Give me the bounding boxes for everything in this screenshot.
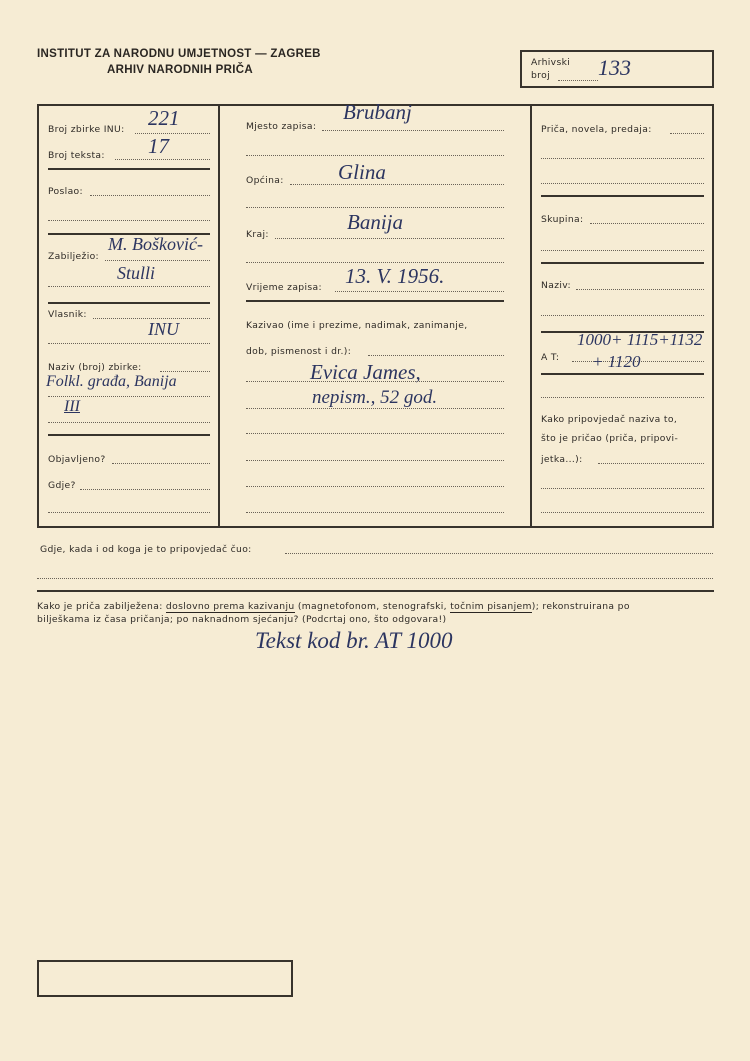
method-text-d: točnim pisanjem: [450, 601, 532, 612]
recorded-by-label: Zabilježio:: [48, 251, 100, 262]
narrator-title-label: Kako pripovjedač naziva to,: [541, 414, 678, 425]
heard-from-label: Gdje, kada i od koga je to pripovjedač čuo:: [40, 544, 252, 555]
recorded-by-value-2: Stulli: [117, 263, 156, 283]
collection-name-value-2: III: [64, 398, 80, 415]
place-value: Brubanj: [343, 100, 412, 124]
archive-number-value: 133: [598, 55, 631, 80]
date-value: 13. V. 1956.: [345, 264, 445, 288]
archive-number-label-2: broj: [531, 70, 550, 81]
method-text-b: doslovno prema kazivanju: [165, 601, 295, 612]
archive-title: ARHIV NARODNIH PRIČA: [107, 64, 253, 76]
sent-label: Poslao:: [48, 186, 83, 197]
municipality-value: Glina: [338, 160, 386, 184]
method-text-2: bilješkama iz časa pričanja; po naknadnom sjećanju? (Podcrtaj ono, što odgovara!): [37, 614, 447, 625]
at-value-2: + 1120: [592, 352, 641, 371]
text-no-value: 17: [148, 134, 169, 158]
place-label: Mjesto zapisa:: [246, 121, 317, 132]
method-text-e: ); rekonstruirana po: [531, 601, 630, 612]
narrator-title-label-3: jetka...):: [541, 454, 583, 465]
story-type-label: Priča, novela, predaja:: [541, 124, 652, 135]
narrator-label-2: dob, pismenost i dr.):: [246, 346, 352, 357]
method-text-a: Kako je priča zabilježena:: [37, 601, 163, 612]
method-text-c: (magnetofonom, stenografski,: [297, 601, 447, 612]
owner-value: INU: [148, 319, 179, 339]
collection-name-value: Folkl. građa, Banija: [46, 373, 177, 390]
narrator-title-label-2: što je pričao (priča, pripovi-: [541, 433, 679, 444]
text-no-label: Broj teksta:: [48, 150, 105, 161]
stamp-box: [37, 960, 293, 997]
at-label: A T:: [541, 352, 560, 363]
date-label: Vrijeme zapisa:: [246, 282, 322, 293]
recorded-by-value: M. Bošković-: [108, 234, 203, 254]
method-text: [37, 601, 630, 612]
where-label: Gdje?: [48, 480, 76, 491]
name-label: Naziv:: [541, 280, 572, 291]
narrator-value: Evica James,: [310, 360, 421, 384]
handwritten-note: Tekst kod br. AT 1000: [255, 628, 453, 653]
at-value: 1000+ 1115+1132: [577, 330, 703, 349]
narrator-label: Kazivao (ime i prezime, nadimak, zanimanje,: [246, 320, 468, 331]
municipality-label: Općina:: [246, 175, 284, 186]
owner-label: Vlasnik:: [48, 309, 87, 320]
institute-title: INSTITUT ZA NARODNU UMJETNOST — ZAGREB: [37, 48, 321, 60]
region-value: Banija: [347, 210, 403, 234]
published-label: Objavljeno?: [48, 454, 106, 465]
collection-no-value: 221: [148, 106, 180, 130]
group-label: Skupina:: [541, 214, 584, 225]
collection-name-label: Naziv (broj) zbirke:: [48, 362, 142, 373]
archive-number-label: Arhivski: [531, 57, 571, 68]
collection-no-label: Broj zbirke INU:: [48, 124, 125, 135]
narrator-value-2: nepism., 52 god.: [312, 387, 438, 408]
region-label: Kraj:: [246, 229, 269, 240]
